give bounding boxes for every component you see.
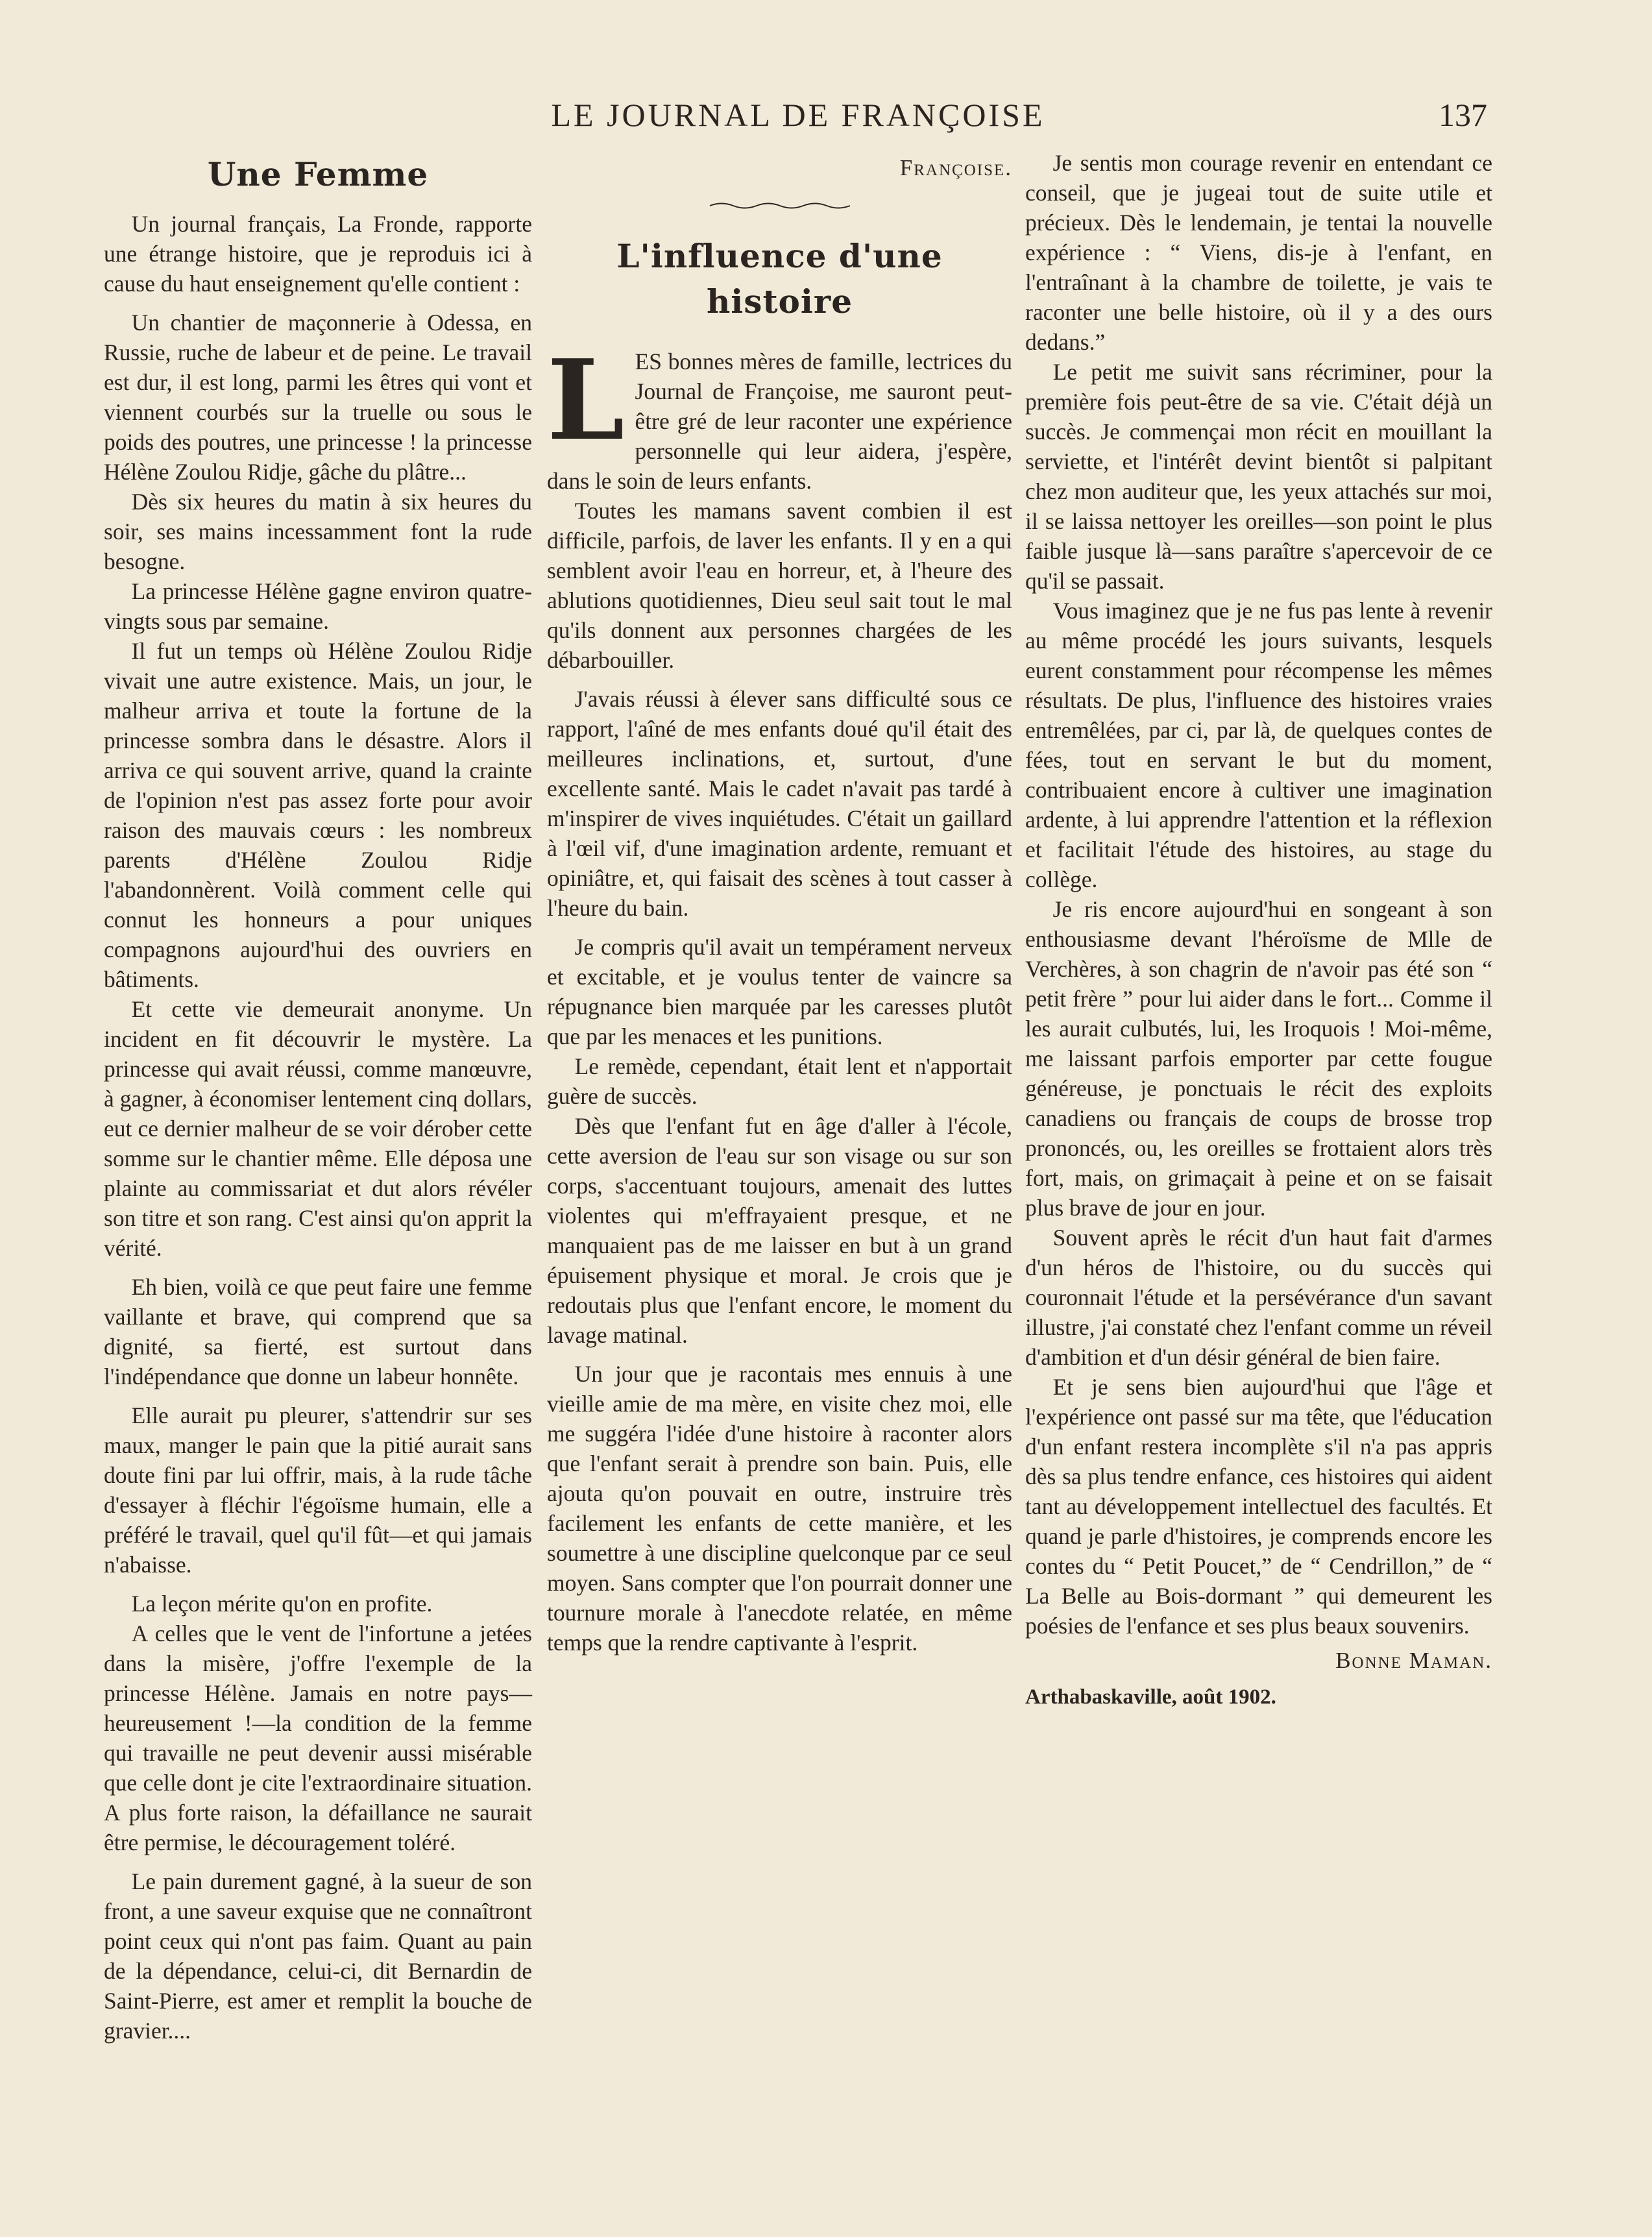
paragraph: Dès que l'enfant fut en âge d'aller à l'école, cette aversion de l'eau sur son visage ou sur son corps, s'accentuant toujours, amenait des luttes violentes qui m'effrayaient presque, et ne manquaient pas de me laisser en but à un grand épuisement physique et moral. Je crois que je redoutais plus que l'enfant encore, le moment du lavage matinal. [547,1113,1012,1348]
paragraph: Un jour que je racontais mes ennuis à une vieille amie de ma mère, en visite chez moi, elle me suggéra l'idée d'une histoire à raconter alors que l'enfant serait à prendre son bain. Puis, elle ajouta qu'on pouvait en outre, instruire très facilement les enfants de cette manière, et les soumettre à une discipline quelconque par ce seul moyen. Sans compter que l'on pourrait donner une tournure morale à l'anecdote relatée, en même temps que la rendre captivante à l'esprit. [547,1361,1012,1656]
running-head [0,96,1652,135]
paragraph: Je sentis mon courage revenir en entendant ce conseil, que je jugeai tout de suite utile et précieux. Dès le lendemain, je tentai la nouvelle expérience : “ Viens, dis-je à l'enfant, en l'entraînant à la chambre de toilette, je vais te raconter une belle histoire, où il y a des ours dedans.” [1025,150,1492,355]
column-2 [547,148,1012,1657]
paragraph: Le remède, cependant, était lent et n'apportait guère de succès. [547,1053,1012,1109]
paragraph: Je compris qu'il avait un tempérament nerveux et excitable, et je voulus tenter de vaincre sa répugnance bien marquée par les caresses plutôt que par les menaces et les punitions. [547,934,1012,1049]
paragraph: La princesse Hélène gagne environ quatre-vingts sous par semaine. [104,578,532,634]
article-title-influence: L'influence d'une histoire [616,237,943,321]
paragraph: Eh bien, voilà ce que peut faire une femme vaillante et brave, qui comprend que sa dignité, sa fierté, est surtout dans l'indépendance que donne un labeur honnête. [104,1274,532,1389]
paragraph: Et je sens bien aujourd'hui que l'âge et l'expérience ont passé sur ma tête, que l'éducation d'un enfant restera incomplète s'il n'a pas appris dès sa plus tendre enfance, ces histoires qui aident tant au développement intellectuel des facultés. Et quand je parle d'histoires, je comprends encore les contes du “ Petit Poucet,” de “ Cendrillon,” de “ La Belle au Bois-dormant ” qui demeurent les poésies de l'enfance et ses plus beaux souvenirs. [1025,1374,1492,1639]
article-title-une-femme: Une Femme [207,155,429,193]
journal-name: LE JOURNAL DE FRANÇOISE [551,97,1045,133]
ornamental-separator [709,201,851,210]
paragraph: Je ris encore aujourd'hui en songeant à son enthousiasme devant l'héroïsme de Mlle de Verchères, à son chagrin de n'avoir pas été son “ petit frère ” pour lui aider dans le fort... Comme il les aurait culbutés, lui, les Iroquois ! Moi-même, me laissant parfois emporter par cette fougue généreuse, je ponctuais le récit des exploits canadiens ou français de coups de brosse trop prononcés, ou, les oreilles se frottaient alors très fort, mais, on grimaçait à peine et on se faisait plus brave de jour en jour. [1025,896,1492,1221]
paragraph: Un chantier de maçonnerie à Odessa, en Russie, ruche de labeur et de peine. Le travail est dur, il est long, parmi les êtres qui vont et viennent courbés sur la truelle ou sous le poids des poutres, une princesse ! la princesse Hélène Zoulou Ridje, gâche du plâtre... [104,310,532,485]
page-number: 137 [1439,97,1487,133]
paragraph: Le petit me suivit sans récriminer, pour la première fois peut-être de sa vie. C'était déjà un succès. Je commençai mon récit en mouillant la serviette, et l'intérêt devint bientôt si palpitant chez mon auditeur que, les yeux attachés sur moi, il se laissa nettoyer les oreilles—son point le plus faible jusque là—sans paraître s'apercevoir de ce qu'il se passait. [1025,359,1492,594]
paragraph: A celles que le vent de l'infortune a jetées dans la misère, j'offre l'exemple de la princesse Hélène. Jamais en notre pays—heureusement !—la condition de la femme qui travaille ne peut devenir aussi misérable que celle dont je cite l'extraordinaire situation. A plus forte raison, la défaillance ne saurait être permise, le découragement toléré. [104,1620,532,1855]
paragraph: Le pain durement gagné, à la sueur de son front, a une saveur exquise que ne connaîtront point ceux qui n'ont pas faim. Quant au pain de la dépendance, celui-ci, dit Bernardin de Saint-Pierre, est amer et remplit la bouche de gravier.... [104,1868,532,2044]
paragraph: Elle aurait pu pleurer, s'attendrir sur ses maux, manger le pain que la pitié aurait sans doute fini par lui offrir, mais, à la rude tâche d'essayer à fléchir l'égoïsme humain, elle a préféré le travail, quel qu'il fût—et qui jamais n'abaisse. [104,1402,532,1578]
paragraph: Toutes les mamans savent combien il est difficile, parfois, de laver les enfants. Il y en a qui semblent avoir l'eau en horreur, et, à l'heure des ablutions quotidiennes, Dieu seul sait tout le mal qu'ils donnent aux personnes chargées de les débarbouiller. [547,498,1012,673]
paragraph: Dès six heures du matin à six heures du soir, ses mains incessamment font la rude besogne. [104,489,532,574]
opening-text: ES bonnes mères de famille, lectrices du Journal de Françoise, me sauront peut-être gré de leur raconter une expérience personnelle qui leur aidera, j'espère, dans le soin de leurs enfants. [547,348,1012,494]
paragraph: Vous imaginez que je ne fus pas lente à revenir au même procédé les jours suivants, lesquels eurent constamment pour récompense les mêmes résultats. De plus, l'influence des histoires vraies entremêlées, par ci, par là, de quelques contes de fées, tout en servant le but du moment, contribuaient encore à cultiver une imagination ardente, à lui apprendre l'attention et la réflexion et facilitait l'étude des histoires, au stage du collège. [1025,598,1492,892]
column-1 [104,148,532,2046]
paragraph: Il fut un temps où Hélène Zoulou Ridje vivait une autre existence. Mais, un jour, le malheur arriva et toute la fortune de la princesse sombra dans le désastre. Alors il arriva ce qui souvent arrive, quand la crainte de l'opinion n'est pas assez forte pour avoir raison des mauvais cœurs : les nombreux parents d'Hélène Zoulou Ridje l'abandonnèrent. Voilà comment celle qui connut les honneurs a pour uniques compagnons aujourd'hui des ouvriers en bâtiments. [104,638,532,992]
paragraph: Souvent après le récit d'un haut fait d'armes d'un héros de l'histoire, ou du succès qui couronnait l'étude et la persévérance d'un savant illustre, j'ai constaté chez l'enfant comme un réveil d'ambition et d'un désir général de bien faire. [1025,1225,1492,1370]
paragraph: Et cette vie demeurait anonyme. Un incident en fit découvrir le mystère. La princesse qui avait réussi, comme manœuvre, à gagner, à économiser lentement cinq dollars, eut ce dernier malheur de se voir dérober cette somme sur le chantier même. Elle déposa une plainte au commissariat et dut alors révéler son titre et son rang. C'est ainsi qu'on apprit la vérité. [104,996,532,1261]
signature-francoise: Françoise. [899,155,1012,180]
drop-cap: L [547,336,625,465]
opening-paragraph [547,336,1012,496]
paragraph: Un journal français, La Fronde, rapporte une étrange histoire, que je reproduis ici à cause du haut enseignement qu'elle contient : [104,211,532,297]
paragraph: La leçon mérite qu'on en profite. [131,1591,433,1617]
paragraph: J'avais réussi à élever sans difficulté sous ce rapport, l'aîné de mes enfants doué qu'il était des meilleures inclinations, et, surtout, d'une excellente santé. Mais le cadet n'avait pas tardé à m'inspirer de vives inquiétudes. C'était un gaillard à l'œil vif, d'une imagination ardente, remuant et opiniâtre, et, qui faisait des scènes à tout casser à l'heure du bain. [547,686,1012,921]
signature-bonne-maman: Bonne Maman. [1335,1648,1492,1673]
column-3 [1025,148,1492,1712]
place-date: Arthabaskaville, août 1902. [1025,1685,1276,1709]
